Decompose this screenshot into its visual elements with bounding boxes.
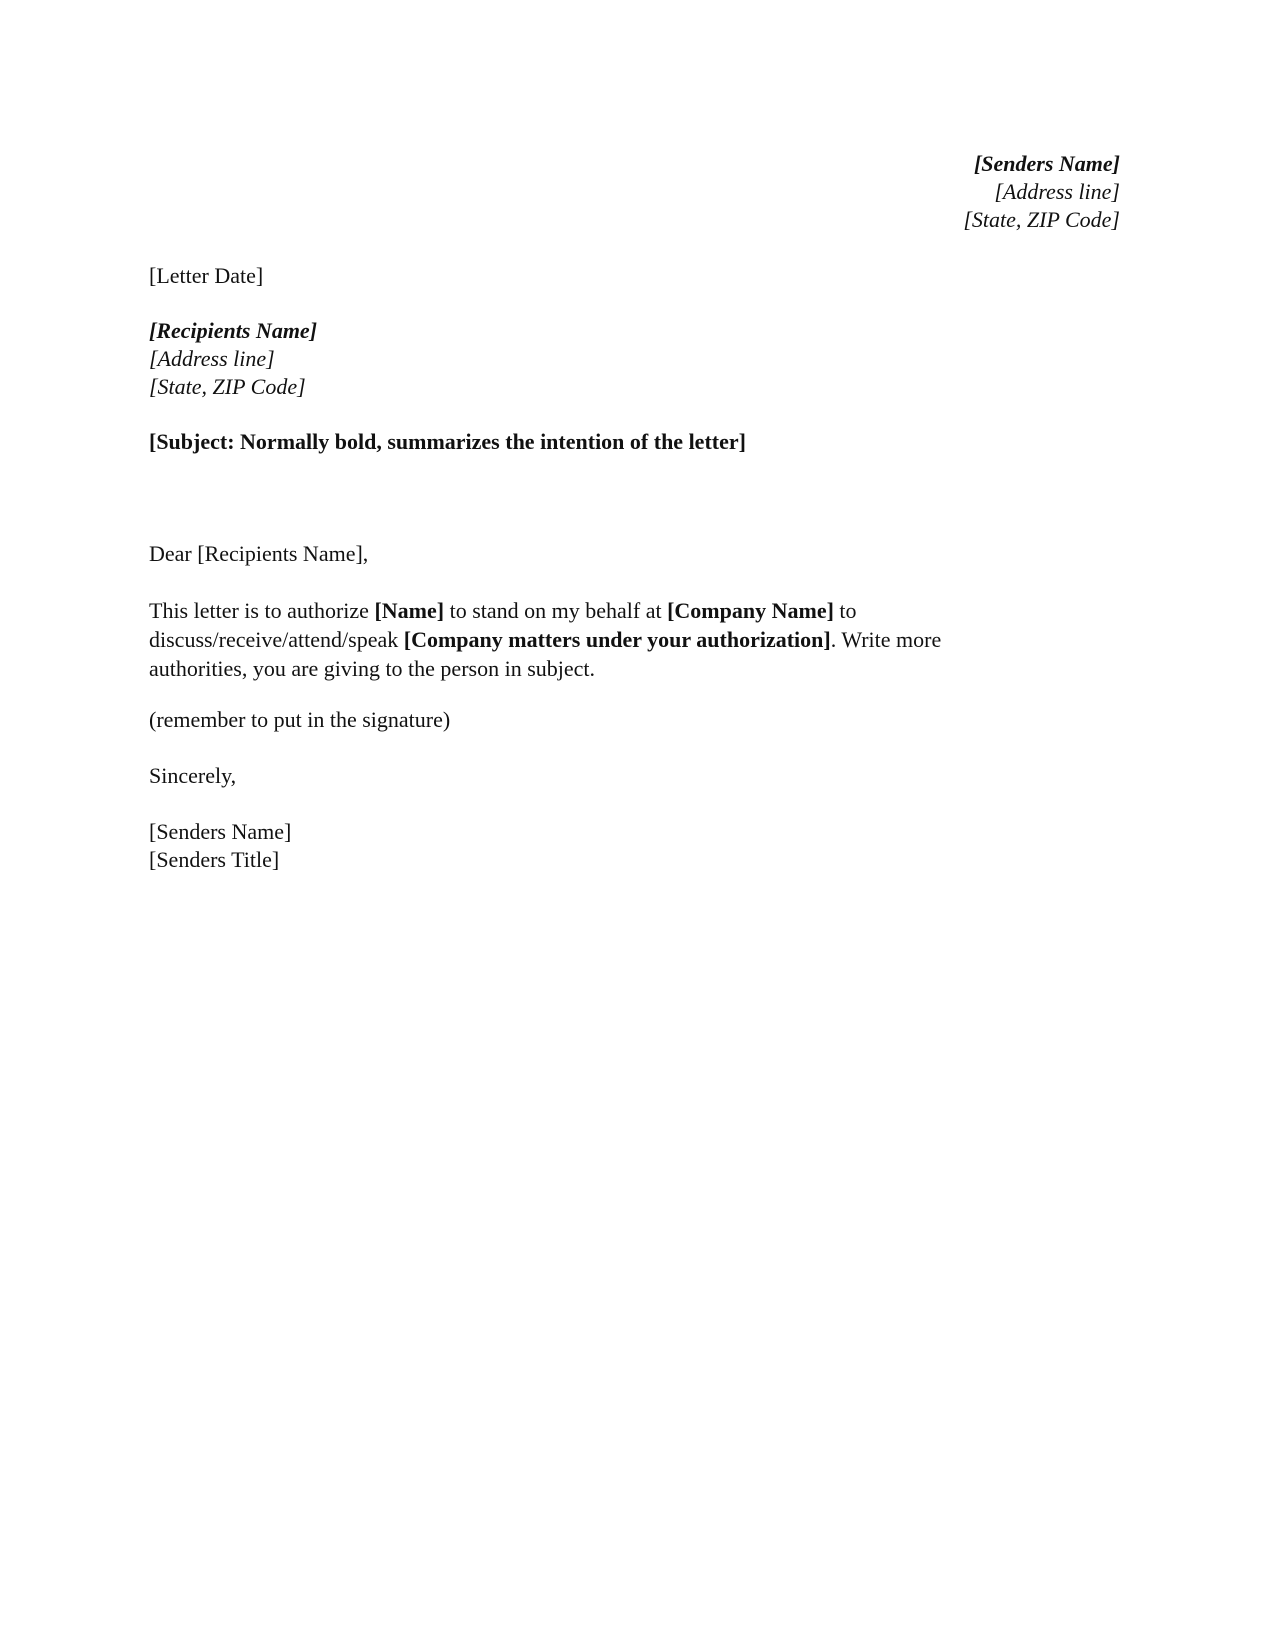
sender-state-zip: [State, ZIP Code]	[963, 207, 1120, 232]
authorized-name-placeholder: [Name]	[374, 598, 445, 623]
signature-name: [Senders Name]	[149, 819, 292, 844]
recipient-state-zip: [State, ZIP Code]	[149, 374, 306, 399]
company-name-placeholder: [Company Name]	[667, 598, 834, 623]
body-row-1	[149, 596, 1069, 625]
signature-title: [Senders Title]	[149, 847, 280, 872]
closing: Sincerely,	[149, 763, 237, 788]
sender-name: [Senders Name]	[973, 151, 1120, 176]
company-matters-placeholder: [Company matters under your authorization]	[403, 627, 831, 652]
salutation: Dear [Recipients Name],	[149, 541, 369, 566]
body-text: to stand on my behalf at	[444, 598, 668, 623]
body-text: discuss/receive/attend/speak	[149, 627, 404, 652]
body-text: to	[833, 598, 857, 623]
signature-reminder: (remember to put in the signature)	[149, 707, 451, 732]
recipient-name: [Recipients Name]	[149, 318, 318, 343]
body-paragraph-authorization	[149, 596, 1069, 683]
sender-address-line: [Address line]	[994, 179, 1120, 204]
body-text: This letter is to authorize	[149, 598, 375, 623]
body-row-3: authorities, you are giving to the person in subject.	[149, 656, 596, 681]
subject-line: [Subject: Normally bold, summarizes the intention of the letter]	[149, 429, 746, 454]
recipient-address-line: [Address line]	[149, 346, 275, 371]
body-text: . Write more	[830, 627, 942, 652]
body-row-2	[149, 625, 1069, 654]
sender-address-block	[963, 150, 1120, 234]
letter-date: [Letter Date]	[149, 263, 264, 288]
